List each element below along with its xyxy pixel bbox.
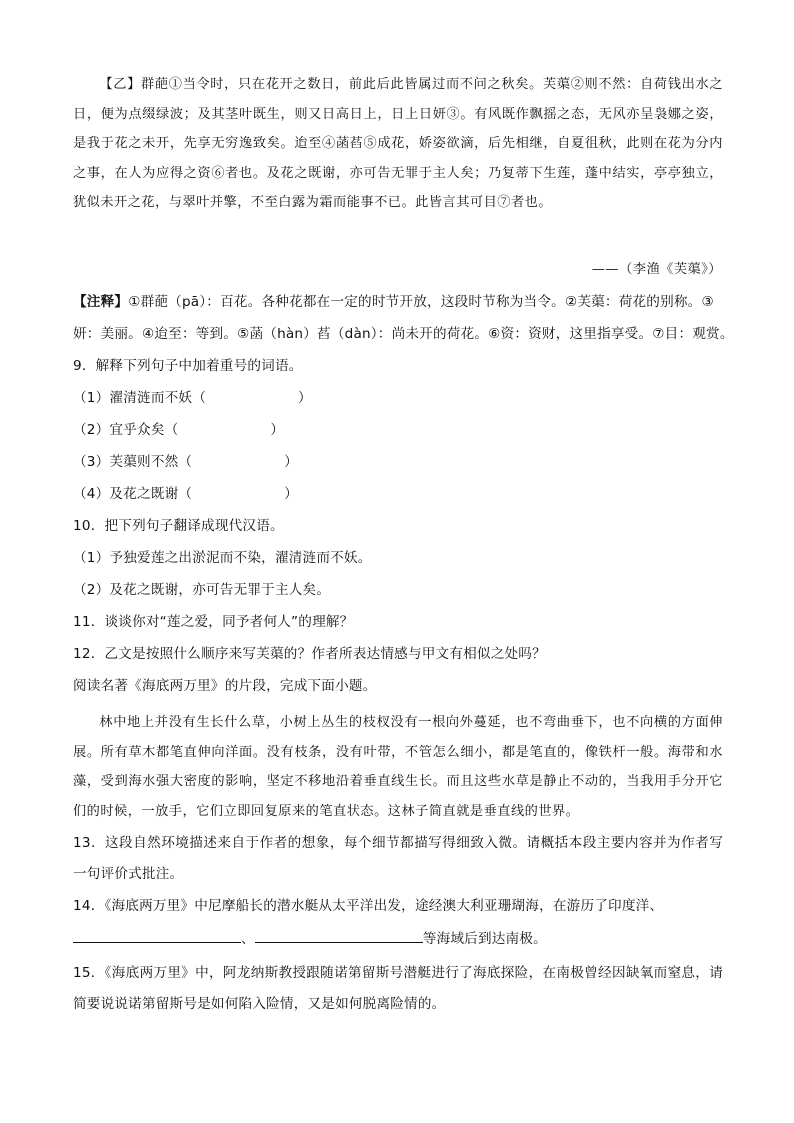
passage-b-source: ——（李渔《芙蕖》）: [591, 262, 722, 277]
q9-item-4: （4）及花之既谢（ ）: [73, 486, 298, 502]
answer-blank-2[interactable]: [255, 928, 423, 943]
reading-intro: 阅读名著《海底两万里》的片段，完成下面小题。: [73, 678, 377, 694]
q10-item-2: （2）及花之既谢，亦可告无罪于主人矣。: [73, 582, 331, 598]
q12: 12．乙文是按照什么顺序来写芙蕖的？作者所表达情感与甲文有相似之处吗？: [73, 646, 546, 662]
q14-line-1: 14．《海底两万里》中尼摩船长的潜水艇从太平洋出发，途经澳大利亚珊瑚海，在游历了印度洋、: [73, 898, 664, 914]
notes-line-1: [73, 292, 714, 312]
notes-label: 【注释】: [73, 294, 129, 310]
q11: 11．谈谈你对“莲之爱，同予者何人”的理解？: [73, 614, 354, 630]
q15: 15．《海底两万里》中，阿龙纳斯教授跟随诺第留斯号潜艇进行了海底探险，在南极曾经因缺氧而窒息，请简要说说诺第留斯号是如何陷入险情，又是如何脱离险情的。: [73, 965, 723, 1012]
passage-b: [73, 70, 723, 218]
q9-item-2: （2）宜乎众矣（ ）: [73, 422, 285, 438]
passage-b-label: 【乙】: [99, 77, 141, 92]
q9-item-3: （3）芙蕖则不然（ ）: [73, 454, 298, 470]
passage-b-text: 群葩①当令时，只在花开之数日，前此后此皆属过而不问之秋矣。芙蕖②则不然：自荷钱出水之日，便为点缀绿波；及其茎叶既生，则又日高日上，日上日妍③。有风既作飘摇之态，无风亦呈袅娜之姿，是我于花之未开，先享无穷逸致矣。迨至④菡萏⑤成花，娇姿欲滴，后先相继，自夏徂秋，此则在花为分内之事，在人为应得之资⑥者也。及花之既谢，亦可告无罪于主人矣；乃复蒂下生莲，蓬中结实，亭亭独立，犹似未开之花，与翠叶并擎，不至白露为霜而能事不已。此皆言其可目⑦者也。: [73, 77, 724, 211]
q10-item-1: （1）予独爱莲之出淤泥而不染，濯清涟而不妖。: [73, 550, 372, 566]
passage-c: [73, 708, 723, 826]
answer-blank-1[interactable]: [73, 928, 241, 943]
notes-line-2: 妍：美丽。④迨至：等到。⑤菡（hàn）萏（dàn）：尚未开的荷花。⑥资：资财，这里指享受。⑦目：观赏。: [73, 326, 734, 342]
q9-item-1: （1）濯清涟而不妖（ ）: [73, 390, 312, 406]
notes-text-1: ①群葩（pā）：百花。各种花都在一定的时节开放，这段时节称为当令。②芙蕖：荷花的别称。③: [128, 294, 714, 310]
q14-line-2: 、 等海域后到达南极。: [73, 928, 547, 949]
q10-title: 10．把下列句子翻译成现代汉语。: [73, 518, 284, 534]
passage-c-text: 林中地上并没有生长什么草，小树上丛生的枝杈没有一根向外蔓延，也不弯曲垂下，也不向横的方面伸展。所有草木都笔直伸向洋面。没有枝条，没有叶带，不管怎么细小，都是笔直的，像铁杆一般。海带和水藻，受到海水强大密度的影响，坚定不移地沿着垂直线生长。而且这些水草是静止不动的，当我用手分开它们的时候，一放手，它们立即回复原来的笔直状态。这林子简直就是垂直线的世界。: [73, 715, 723, 819]
q9-title: 9．解释下列句子中加着重号的词语。: [73, 358, 303, 374]
q13: 13．这段自然环境描述来自于作者的想象，每个细节都描写得细致入微。请概括本段主要内容并为作者写一句评价式批注。: [73, 835, 723, 882]
